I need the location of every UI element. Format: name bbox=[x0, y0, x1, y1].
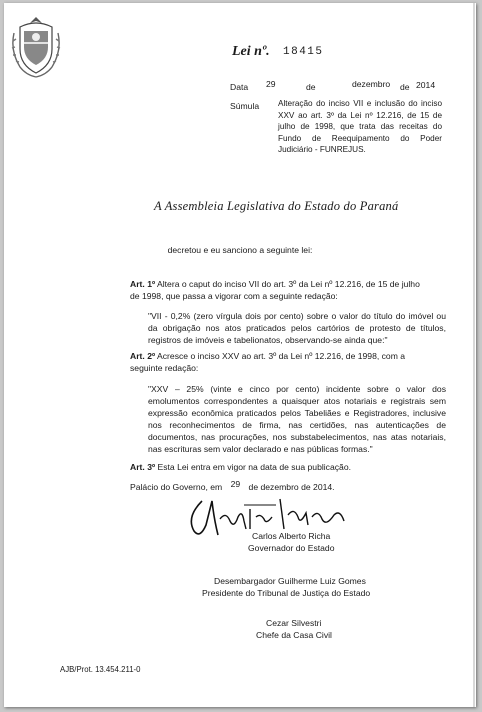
chief-of-staff-title: Chefe da Casa Civil bbox=[256, 630, 332, 640]
date-de-1: de bbox=[306, 82, 316, 92]
assembly-heading: A Assembleia Legislativa do Estado do Paraná bbox=[154, 199, 399, 213]
article-2-quote: "XXV – 25% (vinte e cinco por cento) incidente sobre o valor dos emolumentos correspondentes a quaisquer atos notariais e registrais sem expressão econômica praticados pelos Tabeliães e Registradores, inclusive nos reconhecimentos de firma, nas certidões, nas autenticações de documentos, nas procurações, nos substabelecimentos, nas atas notariais, nas escrituras sem valor declarado e nas públicas formas." bbox=[148, 384, 446, 454]
article-3-label: Art. 3º bbox=[130, 462, 156, 472]
date-label: Data bbox=[230, 82, 249, 92]
governor-title: Governador do Estado bbox=[248, 543, 335, 553]
article-2-line-1 bbox=[130, 350, 446, 362]
palacio-prefix: Palácio do Governo, em bbox=[130, 482, 223, 492]
chief-of-staff-name: Cezar Silvestri bbox=[266, 618, 322, 628]
sumula-text: Alteração do inciso VII e inclusão do inciso XXV ao art. 3º da Lei nº 12.216, de 15 de julho de 1998, que trata das receitas do Fundo de Reequipamento do Poder Judiciário - FUNREJUS. bbox=[278, 99, 442, 154]
article-2-line-2: seguinte redação: bbox=[130, 363, 199, 373]
article-2-text: Acresce o inciso XXV ao art. 3º da Lei nº 12.216, de 1998, com a bbox=[157, 351, 406, 361]
desembargador-title: Presidente do Tribunal de Justiça do Estado bbox=[202, 588, 371, 598]
signing-place-date bbox=[130, 479, 335, 492]
protocol-number: AJB/Prot. 13.454.211-0 bbox=[60, 665, 141, 674]
lei-label: Lei nº. bbox=[232, 44, 270, 59]
article-1-label: Art. 1º bbox=[130, 279, 156, 289]
palacio-day: 29 bbox=[230, 479, 241, 489]
desembargador-name: Desembargador Guilherme Luiz Gomes bbox=[214, 576, 366, 586]
enactment-formula: decretou e eu sanciono a seguinte lei: bbox=[167, 245, 313, 255]
article-3-text: Esta Lei entra em vigor na data de sua publicação. bbox=[157, 462, 351, 472]
article-1-text: Altera o caput do inciso VII do art. 3º da Lei nº 12.216, de 15 de julho bbox=[157, 279, 420, 289]
date-year: 2014 bbox=[416, 80, 436, 90]
document-page bbox=[4, 3, 476, 707]
date-de-2: de bbox=[400, 82, 410, 92]
lei-number: 18415 bbox=[283, 46, 324, 58]
article-1-line-1 bbox=[130, 278, 446, 290]
article-2-label: Art. 2º bbox=[130, 351, 156, 361]
date-day: 29 bbox=[266, 79, 276, 89]
date-month: dezembro bbox=[352, 79, 391, 89]
page-edge-shadow bbox=[473, 3, 475, 707]
palacio-suffix: de dezembro de 2014. bbox=[248, 482, 335, 492]
state-coat-of-arms-icon bbox=[10, 15, 62, 81]
governor-name: Carlos Alberto Richa bbox=[252, 531, 331, 541]
sumula-label: Súmula bbox=[230, 101, 260, 111]
article-3 bbox=[130, 461, 446, 473]
article-1-line-2: de 1998, que passa a vigorar com a seguinte redação: bbox=[130, 291, 338, 301]
article-1-quote: "VII - 0,2% (zero vírgula dois por cento) sobre o valor do título do imóvel ou da obrigação nos atos praticados pelos cartórios de protesto de títulos, registros de imóveis e tabelionatos, observando-se ainda que:" bbox=[148, 311, 446, 345]
